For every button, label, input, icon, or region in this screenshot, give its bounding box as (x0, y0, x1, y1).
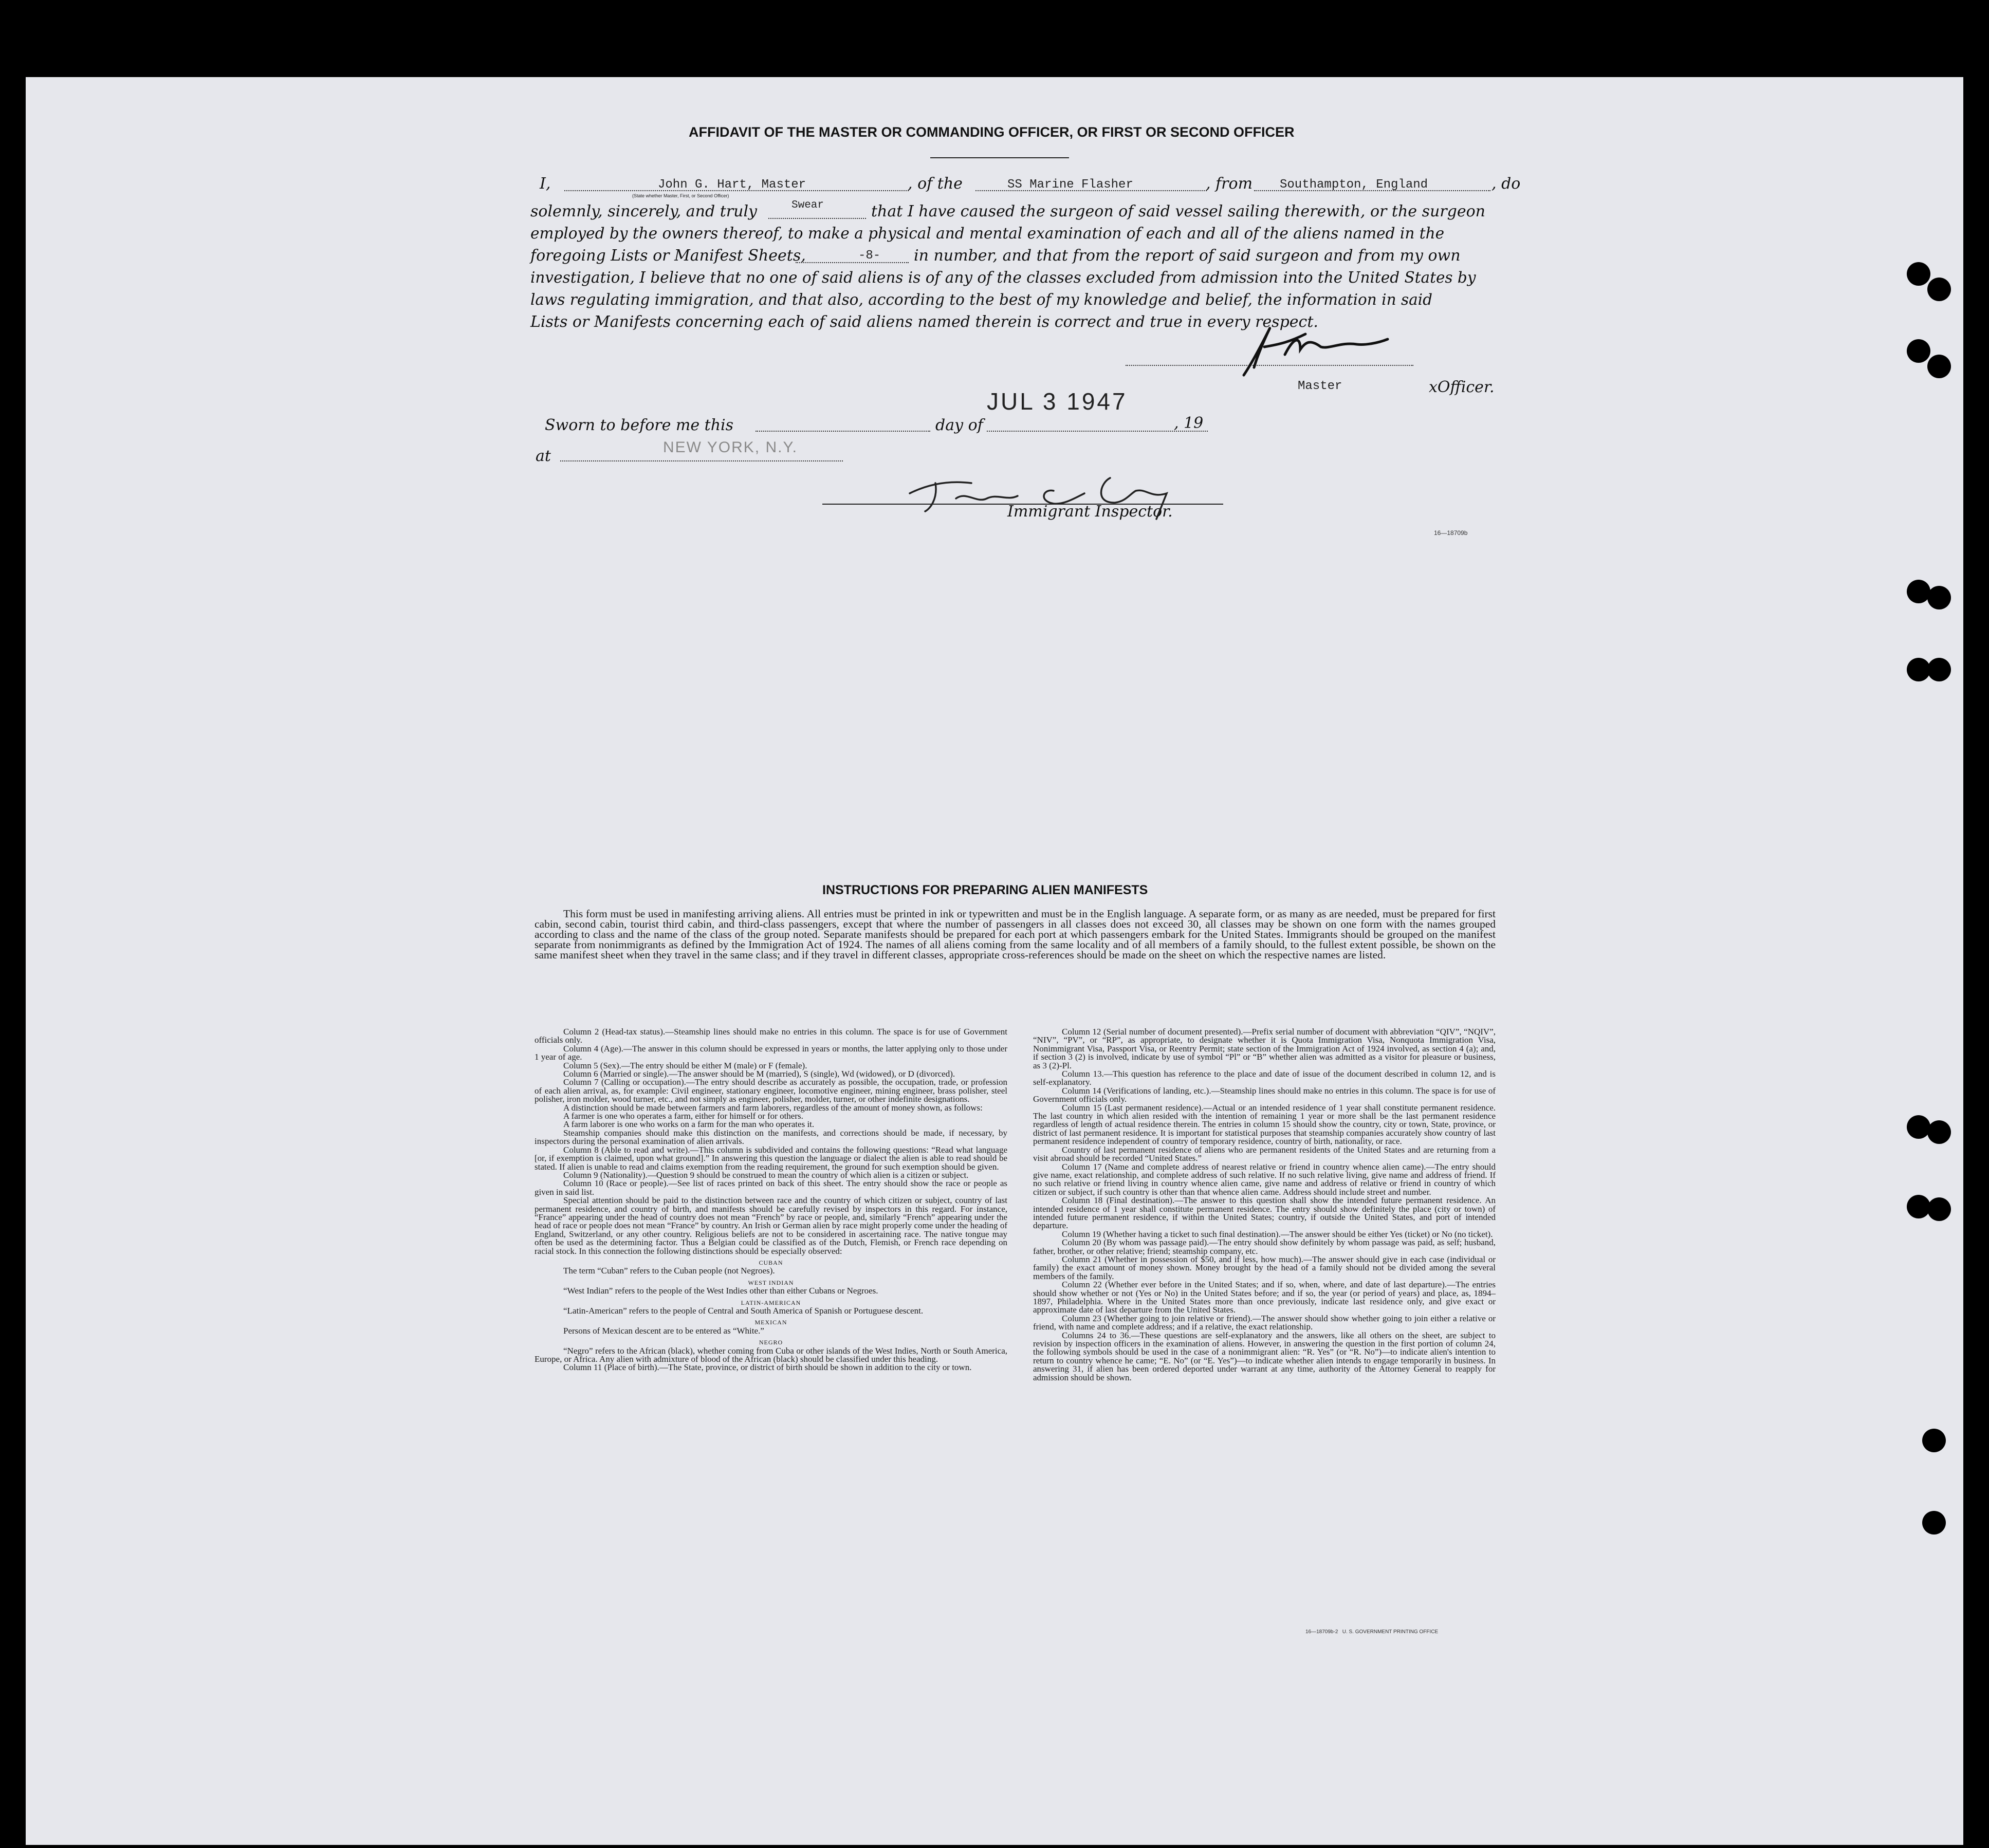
day-line (756, 431, 930, 432)
signer-typed: Master (1298, 379, 1342, 393)
binder-hole (1922, 1429, 1946, 1452)
printing-office-footer: 16—18709b-2 U. S. GOVERNMENT PRINTING OFFICE (1305, 1629, 1439, 1635)
signer-suffix: xOfficer. (1429, 378, 1495, 396)
instruction-col20: Column 20 (By whom was passage paid).—The entry should show definitely by whom passage was paid, as self; husband, father, brother, or other relative; friend; steamship company, etc. (1033, 1237, 1496, 1256)
affidavit-i: I, (540, 175, 551, 193)
binder-hole (1927, 355, 1951, 378)
instruction-col22: Column 22 (Whether ever before in the United States; and if so, when, where, and date of last departure).—The entries should show whether or not (Yes or No) in the United States before; and if so, the year (or period of years) and place, as, 1894–1897, Philadelphia. Where in the United States more than once previously, indicate last residence only, and give exact or approximate date of last departure from the United States. (1033, 1280, 1496, 1315)
instruction-col17: Column 17 (Name and complete address of nearest relative or friend in country whence alien came).—The entry should give name, exact relationship, and complete address of such relative. If no such relative living, give name and address of friend. If no such relative or friend living in country whence alien came, give name and address of relative or friend in country of which citizen or subject, if such country is other than that whence alien came. Address should include street and number. (1033, 1161, 1496, 1197)
instruction-col5: Column 5 (Sex).—The entry should be either M (male) or F (female). (563, 1060, 807, 1070)
instructions-intro: This form must be used in manifesting arriving aliens. All entries must be printed in ink or typewritten and must be in the English language. A separate form, or as many as are needed, must be prepared for first cabin, second cabin, tourist third cabin, and third-class passengers, except that where the number of passengers in all classes does not exceed 30, all classes may be shown on one form with the names grouped according to class and the name of the class of the group noted. Separate manifests should be prepared for each port at which passengers embark for the United States. Immigrants should be grouped on the manifest separate from nonimmigrants as defined by the Immigration Act of 1924. The names of all aliens coming from the same locality and of all members of a family should, to the fullest extent possible, be shown on the same manifest sheet when they travel in the same class; and if they travel in different classes, appropriate cross-references should be made on the sheet on which the respective names are listed. (535, 908, 1496, 961)
binder-hole (1927, 278, 1951, 301)
binder-hole (1907, 262, 1930, 286)
binder-hole (1907, 1195, 1930, 1218)
oath-word: Swear (791, 199, 824, 211)
instruction-col18: Column 18 (Final destination).—The answer to this question shall show the intended future permanent residence. An intended residence of 1 year shall constitute permanent residence. The entry should show definitely the place (city or town) of intended future permanent residence, if within the United States; country, if outside the United States, and port of intended departure. (1033, 1195, 1496, 1231)
binder-hole (1907, 339, 1930, 363)
instruction-col7: Column 7 (Calling or occupation).—The entry should describe as accurately as possible, the occupation, trade, or profession of each alien arrival, as, for example: Civil engineer, stationary engineer, locomotive engineer, mining engineer, brass polisher, steel polisher, iron molder, wood turner, etc., and not simply as engineer, polisher, molder, turner, or other indefinite designations. (535, 1077, 1007, 1104)
instruction-race-distinction: Special attention should be paid to the distinction between race and the country of which citizen or subject, country of last permanent residence, and country of birth, and manifests should be carefully revised by inspectors in this regard. For instance, “France” appearing under the head of country does not mean “French” by race or people, and, similarly “French” appearing under the head of race or people does not mean “France” by country. An Irish or German alien by race might properly come under the heading of England, Switzerland, or any other country. Religious beliefs are not to be considered in ascertaining race. The native tongue may often be used as the determining factor. Thus a Belgian could be classified as of the Dutch, Flemish, or French race depending on racial stock. In this connection the following distinctions should be especially observed: (535, 1195, 1007, 1256)
cuban-heading: CUBAN (759, 1259, 783, 1266)
location-stamp: NEW YORK, N.Y. (663, 439, 798, 456)
instruction-farmer-distinction: A distinction should be made between farmers and farm laborers, regardless of the amount of money shown, as follows: (563, 1102, 983, 1113)
instruction-col13: Column 13.—This question has reference to the place and date of issue of the document described in column 12, and is self-explanatory. (1033, 1069, 1496, 1087)
affidavit-line3: employed by the owners thereof, to make a physical and mental examination of each and all of the aliens named in the (530, 225, 1445, 242)
mexican-definition: Persons of Mexican descent are to be entered as “White.” (563, 1325, 764, 1336)
day-of-text: day of (935, 416, 983, 434)
instructions-left-column (535, 1028, 1007, 1372)
affidavit-line5: investigation, I believe that no one of said aliens is of any of the classes excluded from admission into the United States by (530, 269, 1476, 286)
instruction-col19: Column 19 (Whether having a ticket to such final destination).—The answer should be either Yes (ticket) or No (no ticket). (1062, 1229, 1493, 1239)
inspector-title: Immigrant Inspector. (1007, 503, 1173, 521)
negro-definition: “Negro” refers to the African (black), whether coming from Cuba or other islands of the West Indies, North or South America, Europe, or Africa. Any alien with admixture of blood of the African (black) should be classified under this heading. (535, 1345, 1007, 1364)
from-port: Southampton, England (1280, 178, 1428, 192)
binder-hole (1927, 658, 1951, 681)
instruction-col6: Column 6 (Married or single).—The answer should be M (married), S (single), Wd (widowed), or D (divorced). (563, 1069, 955, 1079)
instruction-col11: Column 11 (Place of birth).—The State, province, or district of birth should be shown in addition to the city or town. (563, 1362, 972, 1373)
location-line (560, 460, 843, 461)
latin-american-definition: “Latin-American” refers to the people of Central and South America of Spanish or Portuguese descent. (563, 1306, 924, 1316)
instruction-col8: Column 8 (Able to read and write).—This column is subdivided and contains the following questions: “Read what language [or, if exemption is claimed, upon what ground].” In answering this question the language or dialect the alien is able to read should be stated. If alien is unable to read and claims exemption from the reading requirement, the ground for such exemption should be given. (535, 1144, 1007, 1172)
affidavit-line4-start: foregoing Lists or Manifest Sheets, (530, 247, 806, 265)
instruction-col2: Column 2 (Head-tax status).—Steamship lines should make no entries in this column. The space is for use of Government officials only. (535, 1027, 1007, 1045)
affidavit-line6: laws regulating immigration, and that also, according to the best of my knowledge and belief, the information in said (530, 291, 1433, 308)
sheet-count: -8- (858, 249, 881, 263)
title-underline (930, 157, 1069, 158)
master-name: John G. Hart, Master (658, 178, 806, 192)
instruction-col10: Column 10 (Race or people).—See list of races printed on back of this sheet. The entry should show the race or people as given in said list. (535, 1178, 1007, 1197)
cuban-definition: The term “Cuban” refers to the Cuban people (not Negroes). (563, 1266, 775, 1276)
west-indian-definition: “West Indian” refers to the people of the West Indies other than either Cubans or Negroes. (563, 1286, 878, 1296)
negro-heading: NEGRO (759, 1339, 783, 1346)
sheet-count-line (796, 262, 909, 263)
west-indian-heading: WEST INDIAN (748, 1279, 794, 1286)
binder-hole (1907, 1115, 1930, 1139)
affidavit-of-the: , of the (908, 175, 963, 193)
form-number: 16—18709b (1434, 529, 1468, 537)
state-note: (State whether Master, First, or Second Officer) (632, 193, 729, 198)
instruction-steamship-distinction: Steamship companies should make this distinction on the manifests, and corrections should be made, if necessary, by inspectors during the personal examination of alien arrivals. (535, 1128, 1007, 1147)
binder-hole (1907, 580, 1930, 603)
instruction-col21: Column 21 (Whether in possession of $50, and if less, how much).—The answer should give in each case (individual or family) the exact amount of money shown. Money brought by the head of a family should not be divided among the several members of the family. (1033, 1254, 1496, 1281)
date-stamp: JUL 3 1947 (987, 388, 1128, 415)
binder-hole (1927, 586, 1951, 609)
master-signature (1223, 319, 1424, 380)
latin-american-heading: LATIN-AMERICAN (741, 1299, 801, 1306)
vessel-name: SS Marine Flasher (1007, 178, 1133, 192)
instruction-col15-us: Country of last permanent residence of aliens who are permanent residents of the United States and are returning from a visit abroad should be recorded “United States.” (1033, 1144, 1496, 1163)
instruction-col4: Column 4 (Age).—The answer in this column should be expressed in years or months, the latter applying only to those under 1 year of age. (535, 1043, 1007, 1062)
instruction-farmer: A farmer is one who operates a farm, either for himself or for others. (563, 1111, 803, 1121)
binder-hole (1927, 1120, 1951, 1144)
instruction-col15: Column 15 (Last permanent residence).—Actual or an intended residence of 1 year shall constitute permanent residence. The last country in which alien resided with the intention of remaining 1 year or more shall be the last permanent residence regardless of length of actual residence therein. The entries in column 15 should show the country, city or town, State, province, or district of last permanent residence. It is important for statistical purposes that steamship companies accurately show country of last permanent residence independent of country of temporary residence, country of birth, nationality, or race. (1033, 1102, 1496, 1147)
instructions-right-column (1033, 1028, 1496, 1382)
instruction-farm-laborer: A farm laborer is one who works on a farm for the man who operates it. (563, 1119, 815, 1130)
at-text: at (536, 447, 551, 465)
affidavit-from: , from (1206, 175, 1253, 193)
sworn-text: Sworn to before me this (545, 416, 734, 434)
binder-hole (1922, 1511, 1946, 1535)
affidavit-line4-end: in number, and that from the report of said surgeon and from my own (914, 247, 1461, 265)
instructions-title: INSTRUCTIONS FOR PREPARING ALIEN MANIFESTS (822, 883, 1148, 897)
instruction-col9: Column 9 (Nationality).—Question 9 should be construed to mean the country of which alien is a citizen or subject. (563, 1170, 969, 1180)
instruction-col24-36: Columns 24 to 36.—These questions are self-explanatory and the answers, like all others on the sheet, are subject to revision by inspection officers in the examination of aliens. However, in answering the question in the first portion of column 24, the following symbols should be used in the case of a nonimmigrant alien: “R. Yes” (or “R. No”)—to indicate alien's intention to return to country whence he came; “E. No” (or “E. Yes”)—to indicate whether alien intends to engage temporarily in business. In answering 31, if alien has been ordered deported under warrant at any time, authority of the Attorney General to reapply for admission should be shown. (1033, 1330, 1496, 1382)
oath-line (768, 218, 866, 219)
affidavit-title: AFFIDAVIT OF THE MASTER OR COMMANDING OFFICER, OR FIRST OR SECOND OFFICER (689, 124, 1295, 140)
affidavit-do: , do (1491, 175, 1521, 193)
year-prefix: , 19 (1174, 414, 1204, 432)
binder-hole (1927, 1197, 1951, 1221)
affidavit-line7: Lists or Manifests concerning each of said aliens named therein is correct and true in every respect. (530, 313, 1318, 331)
mexican-heading: MEXICAN (754, 1319, 787, 1326)
instruction-col14: Column 14 (Verifications of landing, etc.).—Steamship lines should make no entries in this column. The space is for use of Government officials only. (1033, 1085, 1496, 1104)
instruction-col12: Column 12 (Serial number of document presented).—Prefix serial number of document with abbreviation “QIV”, “NQIV”, “NIV”, “PV”, or “RP”, as appropriate, to designate whether it is Quota Immigration Visa, Nonquota Immigration Visa, Nonimmigrant Visa, Passport Visa, or Reentry Permit; state section of the Immigration Act of 1924 involved, as section 4 (a); and, if section 3 (2) is involved, indicate by use of symbol “Pl” or “B” whether alien was admitted as a visitor for pleasure or business, as 3 (2)-Pl. (1033, 1027, 1496, 1070)
affidavit-line2-end: that I have caused the surgeon of said vessel sailing therewith, or the surgeon (871, 202, 1485, 220)
affidavit-line2-start: solemnly, sincerely, and truly (530, 202, 758, 220)
instruction-col23: Column 23 (Whether going to join relative or friend).—The answer should show whether going to join either a relative or friend, with name and complete address; and if a relative, the exact relationship. (1033, 1313, 1496, 1332)
manifest-sheet (26, 77, 1963, 1845)
